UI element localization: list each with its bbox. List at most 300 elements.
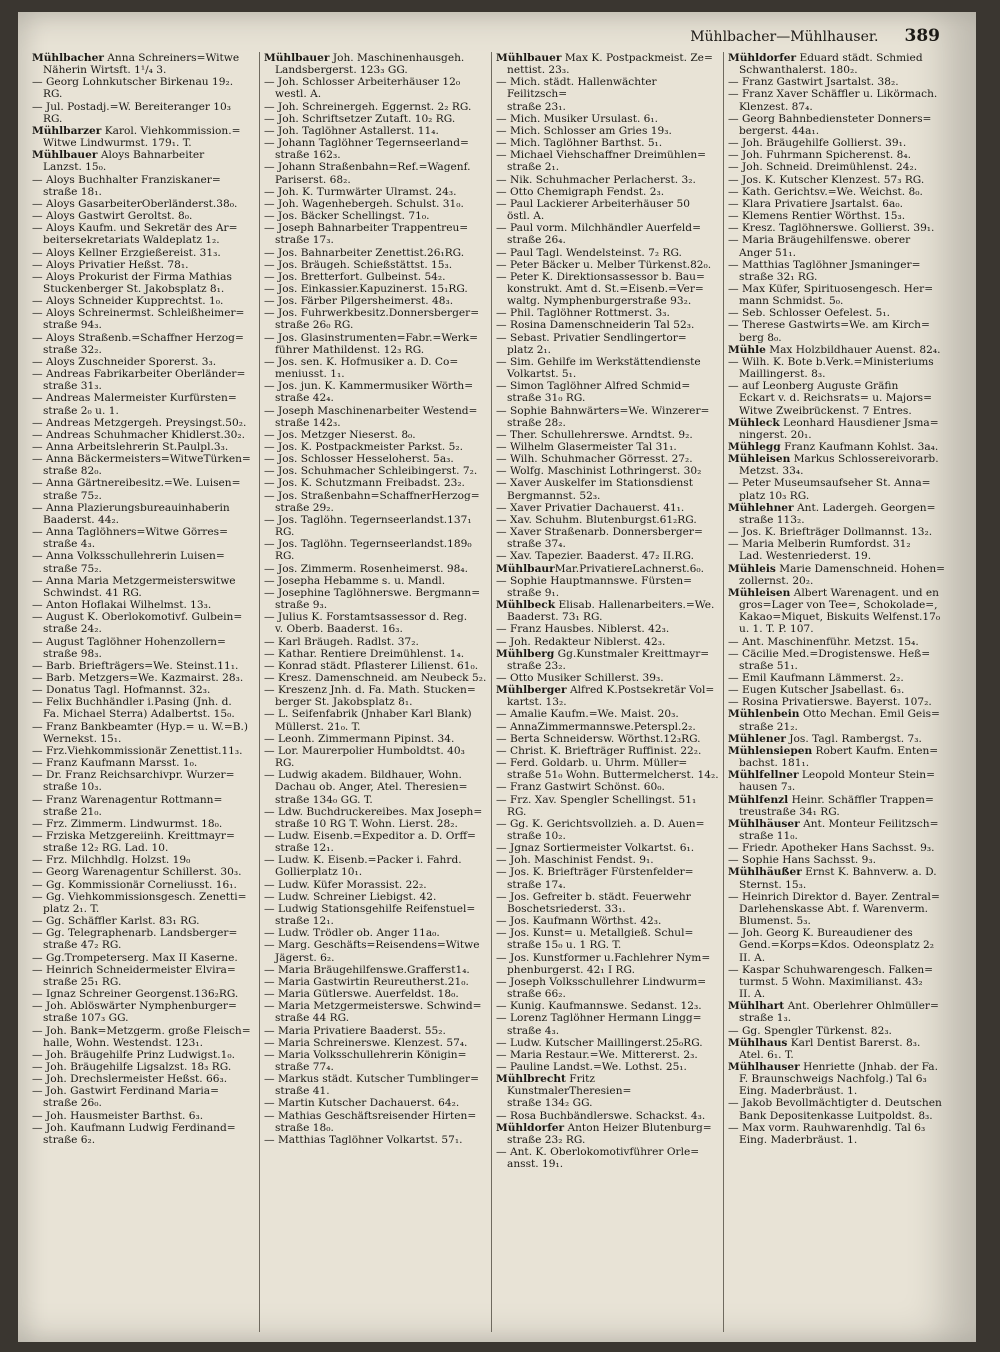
entry-text: — Joh. Taglöhner Astallerst. 11₄.: [264, 124, 439, 137]
directory-entry: [264, 429, 487, 441]
running-title: Mühlbacher—Mühlhauser.: [690, 29, 879, 45]
entry-text: — Gg. Kommissionär Corneliusst. 16₁.: [32, 878, 237, 891]
directory-entry: [32, 307, 255, 331]
entry-text: — Andreas Fabrikarbeiter Oberländer= straße 31₃.: [32, 368, 246, 393]
directory-entry: [264, 52, 487, 76]
entry-headword: Mühlbeck: [496, 599, 556, 612]
directory-entry: [32, 769, 255, 793]
directory-entry: [728, 417, 952, 441]
directory-entry: [496, 453, 719, 465]
entry-text: — Otto Musiker Schillerst. 39₃.: [496, 671, 664, 684]
directory-entry: [264, 514, 487, 538]
entry-text: — Michael Viehschaffner Dreimühlen= straße 2₁.: [496, 149, 707, 174]
entry-text: — Wolfg. Maschinist Lothringerst. 30₂: [496, 465, 702, 478]
directory-entry: [496, 636, 719, 648]
entry-text: — Maria Melberin Rumfordst. 31₂ Lad. Westenriederst. 19.: [728, 538, 911, 563]
directory-entry: [264, 854, 487, 878]
directory-entry: [728, 842, 952, 854]
directory-entry: [496, 794, 719, 818]
entry-text: — Jos. Taglöhn. Tegernseerlandst.137₁ RG.: [264, 513, 472, 539]
directory-entry: [264, 684, 487, 708]
directory-entry: [264, 76, 487, 100]
directory-entry: [728, 76, 952, 88]
directory-entry: [496, 1049, 719, 1061]
entry-text: — Joh. Georg K. Bureaudiener des Gend.=Korps=Kdos. Odeonsplatz 2₂ II. A.: [728, 927, 935, 964]
directory-entry: [496, 684, 719, 708]
directory-entry: [264, 708, 487, 732]
directory-entry: [728, 307, 952, 319]
entry-text: — Franz Kaufmann Marsst. 1₀.: [32, 757, 198, 770]
entry-text: — Wilh. K. Bote b.Verk.=Ministeriums Maillingerst. 8₃.: [728, 355, 934, 381]
entry-text: — Mathias Geschäftsreisender Hirten= straße 18₀.: [264, 1109, 477, 1134]
entry-headword: Mühlbrecht: [496, 1073, 566, 1086]
directory-entry: [728, 186, 952, 198]
directory-entry: [496, 1000, 719, 1012]
directory-entry: [728, 283, 952, 307]
entry-text: — Felix Buchhändler i.Pasing (Jnh. d. Fa. Michael Sterra) Adalbertst. 15₀.: [32, 696, 235, 721]
directory-entry: [264, 161, 487, 185]
entry-text: — Joh. Bräugehilfe Gollierst. 39₁.: [728, 137, 907, 150]
entry-headword: Mühlbauer: [496, 52, 562, 64]
entry-headword: Mühlberg: [496, 647, 555, 660]
column-2: [260, 52, 492, 1332]
entry-text: — L. Seifenfabrik (Jnhaber Karl Blank) Müllerst. 21₀. T.: [264, 708, 472, 733]
entry-text: — Rosina Damenschneiderin Tal 52₃.: [496, 319, 695, 332]
entry-text: — Paul Lackierer Arbeiterhäuser 50 östl. A.: [496, 197, 690, 223]
directory-entry: [264, 903, 487, 927]
directory-entry: [728, 502, 952, 526]
directory-entry: [496, 198, 719, 222]
directory-entry: [728, 1000, 952, 1024]
entry-headword: Mühlhauser: [728, 1060, 800, 1073]
directory-entry: [32, 915, 255, 927]
directory-entry: [32, 477, 255, 501]
entry-text: — Jos. Kunstformer u.Fachlehrer Nym= phenburgerst. 42₁ I RG.: [496, 951, 711, 976]
entry-text: — Joh. Gastwirt Ferdinand Maria= straße 26₀.: [32, 1085, 219, 1110]
directory-entry: [32, 660, 255, 672]
entry-headword: Mühleis: [728, 562, 776, 575]
entry-text: — Joh. Redakteur Niblerst. 42₃.: [496, 635, 666, 648]
entry-text: — Donatus Tagl. Hofmannst. 32₃.: [32, 684, 211, 697]
directory-entry: [496, 307, 719, 319]
entry-text: — Ludw. K. Eisenb.=Packer i. Fahrd. Gollierplatz 10₁.: [264, 854, 462, 879]
directory-entry: [32, 721, 255, 745]
entry-text: — Aloys Schreinermst. Schleißheimer= straße 94₃.: [32, 307, 245, 332]
entry-text: Ernst K. Bahnverw. a. D. Sternst. 15₃.: [739, 866, 937, 891]
directory-entry: [264, 307, 487, 331]
directory-entry: [496, 356, 719, 380]
entry-text: — Sophie Hans Sachsst. 9₃.: [728, 854, 876, 867]
directory-entry: [496, 733, 719, 745]
entry-text: — Gg. Spengler Türkenst. 82₃.: [728, 1024, 892, 1037]
entry-text: Henriette (Jnhab. der Fa. F. Braunschweigs Nachfolg.) Tal 6₃ Eing. Maderbräust. 1.: [739, 1060, 938, 1098]
entry-text: — Joh. Bank=Metzgerm. große Fleisch= halle, Wohn. Westendst. 123₁.: [32, 1024, 251, 1049]
entry-text: — Maria Gütlerswe. Auerfeldst. 18₀.: [264, 988, 459, 1001]
entry-text: — Nik. Schuhmacher Perlacherst. 3₂.: [496, 173, 696, 186]
entry-text: — Maria Volksschullehrerin Königin= straße 77₄.: [264, 1048, 467, 1073]
entry-text: — Eugen Kutscher Jsabellast. 6₃.: [728, 684, 905, 697]
directory-entry: [264, 575, 487, 587]
directory-entry: [264, 1073, 487, 1097]
directory-entry: [496, 866, 719, 890]
directory-entry: [32, 696, 255, 720]
directory-entry: [32, 672, 255, 684]
entry-headword: Mühlensiepen: [728, 744, 813, 757]
entry-text: — Cäcilie Med.=Drogistenswe. Heß= straße 51₁.: [728, 647, 931, 672]
directory-entry: [728, 526, 952, 538]
directory-entry: [32, 271, 255, 295]
entry-text: — Anton Hoflakai Wilhelmst. 13₃.: [32, 599, 212, 612]
entry-text: — Joh. Bräugehilfe Ligsalzst. 18₃ RG.: [32, 1060, 232, 1073]
entry-text: — Joh. Hausmeister Barthst. 6₃.: [32, 1109, 204, 1122]
directory-entry: [264, 672, 487, 684]
entry-text: — Aloys Prokurist der Firma Mathias Stuckenberger St. Jakobsplatz 8₁.: [32, 270, 232, 295]
entry-text: — Jos. K. Briefträger Fürstenfelder= straße 17₄.: [496, 866, 694, 891]
entry-text: Albert Warenagent. und en gros=Lager von Tee=, Schokolade=, Kakao=Miquet, Biskuits Welfenst.17₀ u. 1. T. P. 107.: [739, 586, 941, 636]
column-1: [28, 52, 260, 1332]
entry-headword: Mühldorfer: [496, 1121, 565, 1134]
entry-text: — Markus städt. Kutscher Tumblinger= straße 41.: [264, 1073, 479, 1098]
directory-entry: [264, 964, 487, 976]
entry-text: — Therese Gastwirts=We. am Kirch= berg 8₀.: [728, 319, 930, 344]
directory-entry: [728, 380, 952, 416]
directory-entry: [728, 1097, 952, 1121]
directory-entry: [264, 247, 487, 259]
entry-text: — Mich. Schlosser am Gries 19₃.: [496, 124, 672, 137]
directory-entry: [32, 392, 255, 416]
entry-text: Max Holzbildhauer Auenst. 82₄.: [765, 343, 941, 356]
entry-text: Leopold Monteur Stein= hausen 7₃.: [739, 769, 935, 794]
entry-text: — Max Küfer, Spirituosengesch. Her= mann Schmidst. 5₀.: [728, 282, 934, 308]
directory-entry: [728, 927, 952, 963]
directory-entry: [496, 526, 719, 550]
directory-entry: [264, 636, 487, 648]
directory-entry: [728, 1122, 952, 1146]
directory-entry: [32, 222, 255, 246]
entry-text: — Jos. K. Kutscher Klenzest. 57₃ RG.: [728, 173, 925, 186]
directory-entry: [32, 684, 255, 696]
directory-entry: [496, 332, 719, 356]
entry-text: — Joh. Schlosser Arbeiterhäuser 12₀ westl. A.: [264, 76, 461, 101]
entry-text: Markus Schlossereivorarb. Metzst. 33₄.: [739, 453, 939, 478]
directory-entry: [496, 125, 719, 137]
directory-entry: [32, 952, 255, 964]
entry-text: — Jos. K. Briefträger Dollmannst. 13₂.: [728, 526, 933, 539]
directory-entry: [728, 769, 952, 793]
directory-entry: [728, 866, 952, 890]
entry-text: — Aloys Zuschneider Sporerst. 3₃.: [32, 355, 217, 368]
directory-entry: [264, 125, 487, 137]
entry-text: — Maria Privatiere Baaderst. 55₂.: [264, 1024, 446, 1037]
directory-entry: [496, 915, 719, 927]
entry-text: Aloys Bahnarbeiter Lanzst. 15₀.: [43, 149, 205, 174]
entry-text: — Rosa Buchbändlerswe. Schackst. 4₃.: [496, 1109, 706, 1122]
directory-entry: [728, 636, 952, 648]
directory-entry: [496, 842, 719, 854]
entry-text: — Frz. Milchhdlg. Holzst. 19₀: [32, 854, 191, 867]
entry-text: — Paul Tagl. Wendelsteinst. 7₂ RG.: [496, 246, 682, 259]
directory-entry: [264, 587, 487, 611]
directory-page: [18, 12, 976, 1342]
entry-text: — Wilhelm Glasermeister Tal 31₁.: [496, 441, 677, 453]
entry-text: — AnnaZimmermannswe.Peterspl.2₂.: [496, 720, 696, 733]
entry-text: — Lor. Maurerpolier Humboldtst. 40₃ RG.: [264, 744, 465, 770]
directory-entry: [728, 818, 952, 842]
column-4: [724, 52, 956, 1332]
entry-text: Max K. Postpackmeist. Ze= nettist. 23₃.: [507, 52, 713, 77]
directory-entry: [728, 708, 952, 732]
directory-entry: [264, 222, 487, 246]
directory-entry: [496, 259, 719, 271]
entry-text: — Matthias Taglöhner Volkartst. 57₁.: [264, 1133, 463, 1146]
entry-text: — Wilh. Schuhmacher Görresst. 27₂.: [496, 453, 693, 466]
entry-text: — Anna Gärtnereibesitz.=We. Luisen= straße 75₂.: [32, 477, 241, 502]
entry-text: Jos. Tagl. Rambergst. 7₃.: [785, 732, 922, 745]
directory-entry: [496, 113, 719, 125]
directory-entry: [496, 563, 719, 575]
entry-text: — Jos. K. Postpackmeister Parkst. 5₂.: [264, 441, 463, 453]
entry-text: — Joh. Drechslermeister Heßst. 66₃.: [32, 1073, 228, 1086]
entry-text: — Anna Bäckermeisters=WitweTürken= straße 82₀.: [32, 453, 251, 478]
entry-text: — Aloys GasarbeiterOberländerst.38₀.: [32, 197, 238, 210]
entry-text: — Jos. Kaufmann Wörthst. 42₃.: [496, 915, 662, 928]
directory-entry: [728, 259, 952, 283]
entry-text: — Franz Gastwirt Jsartalst. 38₂.: [728, 76, 899, 89]
directory-entry: [32, 174, 255, 198]
directory-entry: [496, 1146, 719, 1170]
directory-entry: [32, 101, 255, 125]
directory-entry: [32, 125, 255, 149]
entry-text: — Jos. Metzger Nieserst. 8₀.: [264, 428, 416, 441]
entry-text: — Jos. Schuhmacher Schleibingerst. 7₂.: [264, 465, 478, 478]
entry-text: — Anna Taglöhners=Witwe Görres= straße 4₃.: [32, 526, 228, 551]
entry-text: — Joseph Maschinenarbeiter Westend= straße 142₃.: [264, 404, 478, 429]
entry-text: — Jos. Schlosser Hesseloherst. 5a₃.: [264, 453, 454, 466]
directory-entry: [496, 137, 719, 149]
entry-text: Ant. Monteur Feilitzsch= straße 11₀.: [739, 817, 939, 842]
entry-text: — Jos. Bretterfort. Gulbeinst. 54₂.: [264, 270, 446, 283]
directory-entry: [264, 477, 487, 489]
directory-entry: [264, 1025, 487, 1037]
entry-text: — Heinrich Schneidermeister Elvira= straße 25₁ RG.: [32, 963, 236, 988]
directory-entry: [496, 976, 719, 1000]
entry-text: — Joseph Volksschullehrer Lindwurm= straße 66₂.: [496, 975, 707, 1001]
entry-text: — Kreszenz Jnh. d. Fa. Math. Stucken= berger St. Jakobsplatz 8₁.: [264, 684, 476, 709]
directory-entry: [728, 344, 952, 356]
directory-entry: [728, 441, 952, 453]
directory-entry: [728, 1037, 952, 1061]
entry-text: — Aloys Straßenb.=Schaffner Herzog= straße 32₂.: [32, 331, 244, 356]
entry-text: — Peter K. Direktionsassessor b. Bau= konstrukt. Amt d. St.=Eisenb.=Ver= waltg. Nymphenburgerstraße 93₂.: [496, 270, 705, 308]
entry-text: — Klara Privatiere Jsartalst. 6a₀.: [728, 197, 903, 210]
entry-text: Mar.PrivatiereLachnerst.6₀.: [554, 562, 704, 575]
entry-text: — Ferd. Goldarb. u. Uhrm. Müller= straße 51₀ Wohn. Buttermelcherst. 14₂.: [496, 757, 719, 782]
entry-text: — Emil Kaufmann Lämmerst. 2₂.: [728, 671, 904, 684]
directory-entry: [264, 453, 487, 465]
entry-text: — Anna Volksschullehrerin Luisen= straße 75₂.: [32, 550, 225, 575]
entry-text: — Maria Restaur.=We. Mittererst. 2₃.: [496, 1048, 698, 1061]
directory-entry: [32, 818, 255, 830]
directory-entry: [496, 757, 719, 781]
directory-entry: [496, 623, 719, 635]
directory-entry: [496, 1110, 719, 1122]
entry-text: — Mich. Taglöhner Barthst. 5₁.: [496, 137, 663, 150]
entry-headword: Mühlehner: [728, 501, 794, 514]
entry-text: Ant. Ladergeh. Georgen= straße 113₂.: [739, 501, 936, 526]
entry-text: — Franz Xaver Schäffler u. Likörmach. Klenzest. 87₄.: [728, 88, 938, 113]
entry-text: — Ludw. Schreiner Liebigst. 42.: [264, 890, 437, 903]
entry-text: — Franz Warenagentur Rottmann= straße 21₀.: [32, 793, 223, 818]
directory-entry: [32, 575, 255, 599]
directory-entry: [496, 247, 719, 259]
entry-text: Heinr. Schäffler Trappen= treustraße 34₁ RG.: [739, 793, 934, 818]
entry-text: — Otto Chemigraph Fendst. 2₃.: [496, 185, 665, 198]
entry-text: — Jos. Glasinstrumenten=Fabr.=Werk= führer Mathildenst. 12₃ RG.: [264, 331, 479, 356]
entry-text: — Paul vorm. Milchhändler Auerfeld= straße 26₄.: [496, 222, 701, 247]
entry-text: — Josephine Taglöhnerswe. Bergmann= straße 9₃.: [264, 586, 481, 612]
directory-entry: [496, 514, 719, 526]
entry-text: — Aloys Kaufm. und Sekretär des Ar= beitersekretariats Waldeplatz 1₂.: [32, 222, 238, 247]
directory-entry: [32, 1049, 255, 1061]
column-3: [492, 52, 724, 1332]
entry-text: Karol. Viehkommission.= Witwe Lindwurmst. 179₁. T.: [43, 124, 241, 150]
directory-entry: [728, 234, 952, 258]
directory-entry: [728, 1061, 952, 1097]
directory-entry: [264, 405, 487, 429]
entry-text: — August Taglöhner Hohenzollern= straße 98₃.: [32, 635, 226, 660]
entry-text: — Joh. K. Turmwärter Ulramst. 24₃.: [264, 185, 457, 198]
entry-text: — Gg. Schäffler Karlst. 83₁ RG.: [32, 915, 200, 928]
directory-entry: [728, 88, 952, 112]
directory-entry: [264, 465, 487, 477]
directory-entry: [264, 648, 487, 660]
entry-text: — Georg Bahnbediensteter Donners= bergerst. 44a₁.: [728, 112, 932, 137]
entry-headword: Mühlbauer: [32, 149, 98, 162]
directory-entry: [496, 405, 719, 429]
directory-entry: [728, 137, 952, 149]
entry-text: — Maria Gastwirtin Reureutherst.21₀.: [264, 975, 469, 988]
entry-text: — Aloys Privatier Heßst. 78₁.: [32, 258, 189, 271]
entry-text: — Gg. K. Gerichtsvollzieh. a. D. Auen= straße 10₂.: [496, 817, 705, 842]
directory-entry: [264, 198, 487, 210]
directory-entry: [264, 745, 487, 769]
directory-entry: [32, 964, 255, 988]
directory-entry: [496, 76, 719, 112]
entry-headword: Mühlhäußer: [728, 866, 802, 879]
entry-text: — Jos. Einkassier.Kapuzinerst. 15₁RG.: [264, 282, 468, 295]
entry-text: — Johann Taglöhner Tegernseerland= straße 162₃.: [264, 137, 469, 162]
directory-entry: [728, 453, 952, 477]
directory-entry: [496, 441, 719, 453]
entry-text: — Jos. Bahnarbeiter Zenettist.26₁RG.: [264, 246, 465, 259]
directory-entry: [728, 854, 952, 866]
directory-entry: [496, 854, 719, 866]
directory-entry: [496, 1012, 719, 1036]
entry-text: — Kathar. Rentiere Dreimühlenst. 1₄.: [264, 647, 465, 660]
directory-entry: [264, 1049, 487, 1073]
entry-text: Joh. Maschinenhausgeh. Landsbergerst. 123₃ GG.: [275, 52, 465, 77]
entry-text: — Marg. Geschäfts=Reisendens=Witwe Jägerst. 6₂.: [264, 939, 480, 964]
directory-entry: [496, 429, 719, 441]
entry-text: Eduard städt. Schmied Schwanthalerst. 180₂.: [739, 52, 923, 77]
directory-entry: [32, 599, 255, 611]
entry-text: — Maria Schreinerswe. Klenzest. 57₄.: [264, 1036, 468, 1049]
entry-text: Anton Heizer Blutenburg= straße 23₂ RG.: [507, 1121, 712, 1146]
entry-text: — Max vorm. Rauhwarenhdlg. Tal 6₃ Eing. Maderbräust. 1.: [728, 1121, 926, 1146]
directory-entry: [32, 866, 255, 878]
directory-entry: [32, 550, 255, 574]
entry-text: — Jakob Bevollmächtigter d. Deutschen Bank Depositenkasse Luitpoldst. 8₃.: [728, 1097, 942, 1122]
directory-entry: [264, 332, 487, 356]
entry-headword: Mühlhaus: [728, 1036, 788, 1049]
directory-entry: [496, 745, 719, 757]
directory-entry: [264, 830, 487, 854]
directory-entry: [496, 502, 719, 514]
entry-text: — Anna Arbeitslehrerin St.Paulpl.3₃.: [32, 441, 229, 453]
directory-entry: [32, 636, 255, 660]
directory-entry: [264, 441, 487, 453]
directory-entry: [728, 733, 952, 745]
entry-headword: Mühlhäuser: [728, 817, 800, 830]
directory-entry: [32, 757, 255, 769]
directory-entry: [496, 186, 719, 198]
directory-entry: [32, 247, 255, 259]
directory-entry: [728, 113, 952, 137]
directory-entry: [32, 368, 255, 392]
directory-entry: [264, 1110, 487, 1134]
entry-text: — Maria Bräugehilfenswe.Grafferst1₄.: [264, 963, 470, 976]
entry-text: — Xav. Tapezier. Baaderst. 47₂ II.RG.: [496, 550, 694, 563]
directory-entry: [32, 745, 255, 757]
directory-entry: [496, 319, 719, 331]
directory-entry: [264, 1037, 487, 1049]
entry-headword: Mühlbaur: [496, 562, 555, 575]
entry-text: — Seb. Schlosser Oefelest. 5₁.: [728, 307, 890, 320]
directory-entry: [264, 490, 487, 514]
entry-text: — Peter Museumsaufseher St. Anna= platz 10₃ RG.: [728, 477, 931, 502]
directory-columns: [28, 52, 958, 1332]
directory-entry: [264, 137, 487, 161]
directory-entry: [32, 1073, 255, 1085]
directory-entry: [32, 1110, 255, 1122]
directory-entry: [728, 964, 952, 1000]
entry-text: — Ludw. Trödler ob. Anger 11a₀.: [264, 927, 440, 940]
directory-entry: [728, 648, 952, 672]
directory-entry: [264, 538, 487, 562]
directory-entry: [264, 660, 487, 672]
entry-text: — Maria Metzgermeisterswe. Schwind= straße 44 RG.: [264, 1000, 482, 1025]
entry-headword: Mühleisen: [728, 453, 791, 466]
directory-entry: [32, 854, 255, 866]
entry-text: — Jos. Färber Pilgersheimerst. 48₃.: [264, 295, 454, 308]
directory-entry: [32, 988, 255, 1000]
entry-text: — Joh. Ablöswärter Nymphenburger= straße 107₃ GG.: [32, 1000, 237, 1025]
entry-headword: Mühlfenzl: [728, 793, 789, 806]
entry-text: — Jos. sen. K. Hofmusiker a. D. Co= meniusst. 1₁.: [264, 355, 459, 381]
entry-text: — Kunig. Kaufmannswe. Sedanst. 12₃.: [496, 1000, 702, 1013]
entry-text: — Anna Maria Metzgermeisterswitwe Schwindst. 41 RG.: [32, 574, 236, 599]
entry-text: — Jos. jun. K. Kammermusiker Wörth= straße 42₄.: [264, 380, 474, 405]
entry-text: — Franz Hausbes. Niblerst. 42₃.: [496, 623, 670, 636]
directory-entry: [496, 271, 719, 307]
entry-text: — Josepha Hebamme s. u. Mandl.: [264, 574, 446, 587]
directory-entry: [728, 161, 952, 173]
entry-text: — Franz Gastwirt Schönst. 60₀.: [496, 781, 665, 794]
entry-text: — Kath. Gerichtsv.=We. Weichst. 8₀.: [728, 185, 923, 198]
entry-headword: Mühlbacher: [32, 52, 104, 64]
entry-text: — Aloys Gastwirt Geroltst. 8₀.: [32, 210, 193, 223]
entry-text: — Frz. Zimmerm. Lindwurmst. 18₀.: [32, 817, 223, 830]
